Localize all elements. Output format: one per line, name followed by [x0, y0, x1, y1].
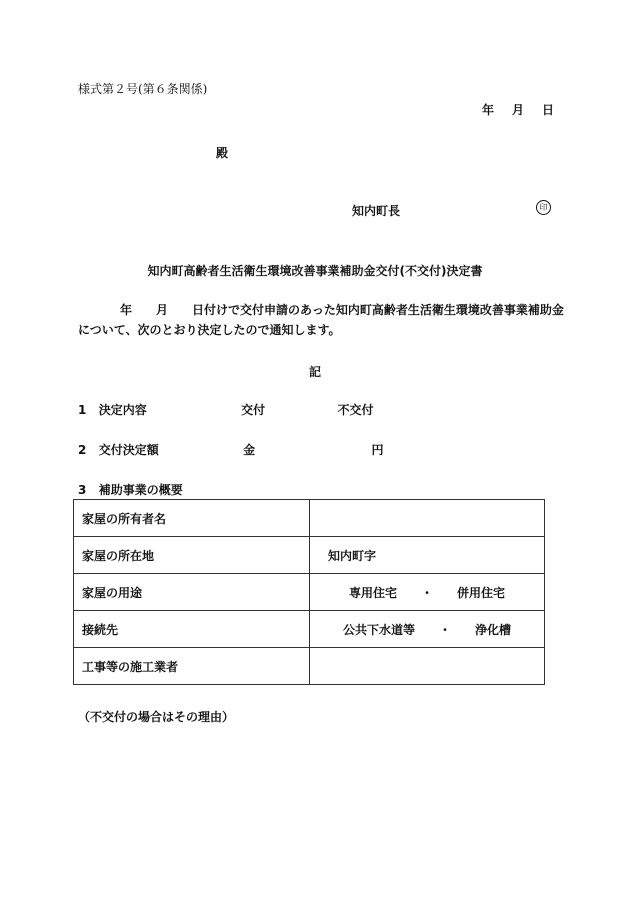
issuer-name: 知内町長: [352, 204, 401, 218]
table-row: [74, 648, 545, 685]
document-title: 知内町高齢者生活衛生環境改善事業補助金交付(不交付)決定書: [147, 264, 483, 278]
row-value: [310, 648, 545, 685]
reason-note: （不交付の場合はその理由）: [78, 710, 235, 724]
item-number: 2: [78, 443, 87, 457]
table-row: [74, 574, 545, 611]
row-label: 接続先: [74, 611, 310, 648]
item-amount: [78, 441, 384, 458]
row-value: [310, 500, 545, 537]
item-decision: [78, 401, 374, 418]
row-label: 家屋の所在地: [74, 537, 310, 574]
row-value: 専用住宅 ・ 併用住宅: [310, 574, 545, 611]
row-label: 家屋の所有者名: [74, 500, 310, 537]
row-value: 知内町字: [310, 537, 545, 574]
date-day-label: 日: [542, 103, 555, 117]
item-number: 3: [78, 483, 87, 497]
option-grant: 交付: [241, 403, 266, 417]
body-line-2: について、次のとおり決定したので通知します。: [78, 323, 341, 337]
ki-heading: 記: [308, 365, 321, 379]
item-number: 1: [78, 403, 87, 417]
option-no-grant: 不交付: [337, 403, 374, 417]
form-number: 様式第２号(第６条関係): [78, 82, 208, 96]
item-label: 交付決定額: [98, 443, 159, 457]
body-line-1: 年 月 日付けで交付申請のあった知内町高齢者生活衛生環境改善事業補助金: [120, 303, 564, 317]
addressee-suffix: 殿: [216, 146, 229, 160]
date-line: [482, 101, 554, 118]
table-row: [74, 500, 545, 537]
item-label: 決定内容: [98, 403, 147, 417]
amount-unit: 円: [371, 443, 384, 457]
table-row: [74, 537, 545, 574]
outline-table: [73, 499, 545, 685]
row-value: 公共下水道等 ・ 浄化槽: [310, 611, 545, 648]
seal-mark: 印: [536, 200, 551, 215]
item-label: 補助事業の概要: [98, 483, 183, 497]
date-year-label: 年: [482, 103, 495, 117]
item-outline: [78, 481, 183, 498]
amount-prefix: 金: [243, 443, 256, 457]
row-label: 家屋の用途: [74, 574, 310, 611]
table-row: [74, 611, 545, 648]
date-month-label: 月: [512, 103, 525, 117]
row-label: 工事等の施工業者: [74, 648, 310, 685]
